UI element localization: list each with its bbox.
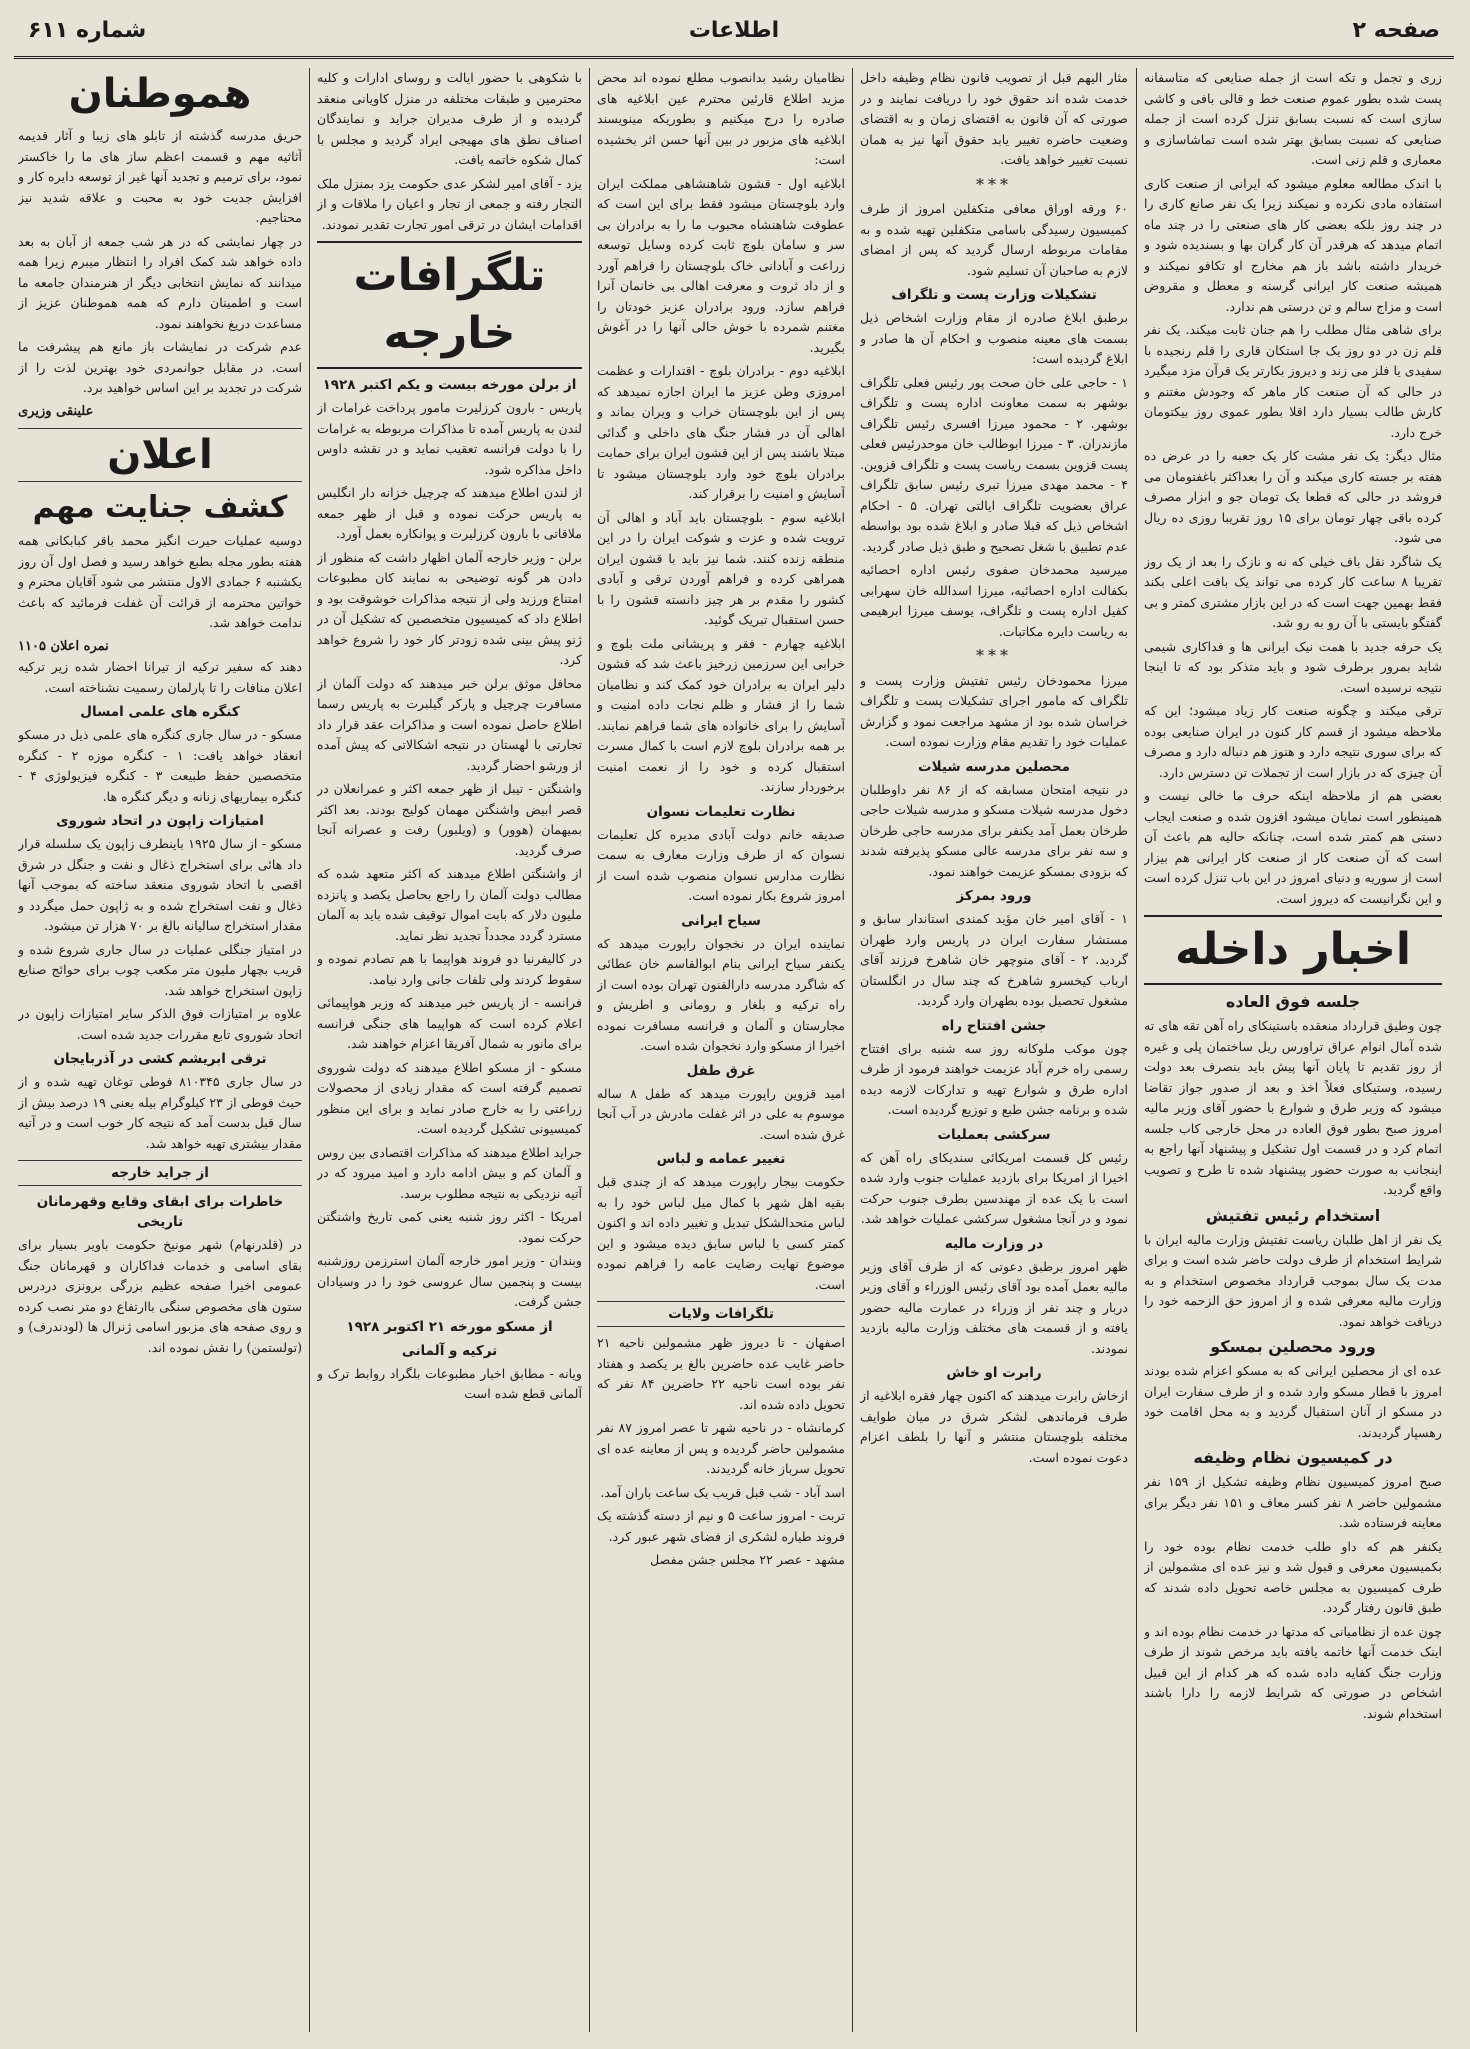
column-4 [317,68,582,2032]
article-paragraph: کرمانشاه - در ناحیه شهر تا عصر امروز ۸۷ نفر مشمولین حاضر گردیده و پس از معاینه عده ای تحویل سرباز خانه گردیدند. [597,1420,845,1476]
article-paragraph: چون موکب ملوکانه روز سه شنبه برای افتتاح رسمی راه خرم آباد عزیمت خواهند فرمود از طرف اداره طرق و شوارع تهیه و تدارکات لازمه دیده شده و برنامه جشن طبع و توزیع گردیده است. [860,1040,1128,1117]
article-heading: در کمیسیون نظام وظیفه [1193,1448,1393,1467]
article-heading: جشن افتتاح راه [941,1017,1047,1034]
article-paragraph: یک شاگرد نقل باف خیلی که نه و نازک را بعد از یک روز تقریبا ۸ ساعت کار کرده می تواند یک بافت اعلی بکند فقط بهمین جهت است که در این بازار مشتری کمتر و بی گفتگو بایستی با آن رو به رو شد. [1144,553,1442,630]
section-heading-foreign-press: از جراید خارجه [18,1160,302,1186]
article-paragraph: ۱ - آقای امیر خان مؤید کمندی استاندار سابق و مستشار سفارت ایران در پاریس وارد طهران گردید. ۲ - آقای منوچهر خان شاهرخ فرزند آقای ارباب کیخسرو شاهرخ که چند سال در انگلستان مشغول تحصیل بوده بطهران وارد گردید. [860,911,1128,1008]
article-heading: تشکیلات وزارت پست و تلگراف [891,287,1097,303]
article-paragraph: امریکا - اکثر روز شنبه یعنی کمی تاریخ واشنگتن حرکت نمود. [317,1209,582,1245]
article-paragraph: یک حرفه جدید با همت نیک ایرانی ها و فداکاری شیمی شاید بمرور برطرف شود و باید متذکر بود که تا اینجا نتیجه نرسیده است. [1144,638,1442,695]
article-heading: سیاح ایرانی [681,912,761,929]
article-paragraph: ۶۰ ورقه اوراق معافی متکفلین امروز از طرف کمیسیون رسیدگی باسامی متکفلین تهیه شده و به مقامات مربوطه ارسال گردید که پس از امضای لازم به صاحبان آن تسلیم شود. [860,201,1128,278]
article-paragraph: اصفهان - تا دیروز ظهر مشمولین ناحیه ۲۱ حاضر غایب عده حاضرین بالغ بر یکصد و هفتاد نفر بوده است ناحیه ۲۲ حاضرین ۸۴ نفر که تحویل داده شده اند. [597,1335,845,1412]
article-paragraph: رئیس کل قسمت امریکائی سندیکای راه آهن که اخیرا از امریکا برای بازدید عملیات جنوب وارد شده است با یک عده از مهندسین بطرف جنوب حرکت نمود و در آنجا مشغول سرکشی عملیات خواهد شد. [860,1149,1128,1226]
article-heading: از مسکو مورخه ۲۱ اکتوبر ۱۹۲۸ [346,1318,553,1335]
article-paragraph: زری و تجمل و تکه است از جمله صنایعی که متاسفانه پست شده بطور عموم صنعت خط و قالی بافی و کاشی سازی است که نسبت بسابق تنزل کرده است از جمله صنایعی که نسبت بسابق بهتر شده است تماشاسازی و معماری و قلم زنی است. [1144,70,1442,167]
article-paragraph: اسد آباد - شب قبل قریب یک ساعت باران آمد. [600,1484,845,1500]
article-paragraph: میرسید محمدخان صفوی رئیس اداره احصائیه بکفالت اداره احصائیه، میرزا اسدالله خان سهرابی کفیل اداره پست و تلگراف، یوسف میرزا ابرهیمی به ریاست دایره مکاتبات. [860,562,1128,639]
article-heading: محصلین مدرسه شیلات [918,758,1070,775]
issue-label: شماره ۶۱۱ [28,18,147,43]
article-heading: سرکشی بعملیات [937,1126,1051,1143]
article-paragraph: در (قلدرنهام) شهر مونیخ حکومت باویر بسیار برای بقای اسامی و خدمات فداکاران و قهرمانان جنگ عمومی اخیرا صفحه عظیم بزرگی برونزی دردرس ستون های مخصوص سنگی باارتفاع دو متر نصب کرده و روی صفحه های مزبور اسامی ژنرال ها (لودندرف) و (تولستمن) را نقش نموده اند. [18,1237,302,1355]
article-paragraph: صدیقه خانم دولت آبادی مدیره کل تعلیمات نسوان که از طرف وزارت معارف به سمت نظارت مدارس نسوان منصوب شده است از امروز شروع بکار نموده است. [597,826,845,903]
article-heading: غرق طفل [686,1062,756,1079]
article-paragraph: نماینده ایران در نخجوان راپورت میدهد که یکنفر سیاح ایرانی بنام ابوالقاسم خان عطائی که شاگرد مدرسه دارالفنون تهران بوده است از راه ترکیه و بلغار و رومانی و اطریش و مجارستان و آلمان و فرانسه مسافرت نموده اخیرا از مسکو وارد نخجوان شده است. [597,935,845,1053]
column-1 [1144,68,1442,2032]
article-paragraph: در چهار نمایشی که در هر شب جمعه از آبان به بعد داده خواهد شد کمک افراد را انتظار میبرم زیرا همه میدانند که نمایش انتخابی دیگر از هنرمندان جامعه ما است و اطمینان دارم که همه هموطنان عزیز از مساعدت دریغ نخواهند نمود. [18,233,302,331]
article-paragraph: در نتیجه امتحان مسابقه که از ۸۶ نفر داوطلبان دخول مدرسه شیلات مسکو و مدرسه شیلات حاجی طرخان بعمل آمد یکنفر برای مدرسه حاجی طرخان و سه نفر برای مدرسه عالی مسکو پذیرفته شدند که بزودی بمسکو عزیمت خواهند نمود. [860,781,1128,879]
article-paragraph: برلن - وزیر خارجه آلمان اظهار داشت که منظور از دادن هر گونه توضیحی به نمایند کان مطبوعات امتناع ورزید ولی از نتیجه مذاکرات خوشوقت بود و اطلاع داد که کمیسیون متخصصین که تشکیل آن در ژنو پیش بینی شده زودتر کار خود را شروع خواهد کرد. [317,549,582,667]
article-paragraph: دوسیه عملیات حیرت انگیز محمد باقر کبابکانی همه هفته بطور مجله بطبع خواهد رسید و فصل اول آن روز یکشنبه ۶ جمادی الاول منتشر می شود آقایان محترم و خواتین محترمه از قرائت آن غفلت فرمائید که باعث ندامت خواهد شد. [18,533,302,630]
column-rule [589,68,590,2032]
article-paragraph: نظامیان رشید بدانصوب مطلع نموده اند محض مزید اطلاع قارئین محترم عین ابلاغیه های صادره را درج میکنیم و بطوریکه مینویسند ابلاغیه های مزبور در بین آنها حسن اثر بخشیده است: [597,70,845,167]
article-heading: ورود بمرکز [956,888,1032,904]
article-paragraph: میرزا محمودخان رئیس تفتیش وزارت پست و تلگراف که مامور اجرای تشکیلات پست و تلگراف خراسان شده بود از مشهد مراجعت نمود و گزارش عملیات خود را تقدیم مقام وزارت نموده است. [860,672,1128,749]
article-paragraph: جراید اطلاع میدهند که مذاکرات اقتصادی بین روس و آلمان کم و بیش ادامه دارد و امید میرود که در آتیه نزدیکی به نتیجه مطلوب برسد. [317,1144,582,1201]
section-heading-domestic-news: اخبار داخله [1144,915,1442,985]
article-paragraph: بعضی هم از ملاحظه اینکه حرف ما خالی نیست و همینطور است نمایان میشود افزون شده و صنعت ایجاب دستی هم کمتر شده است، چنانکه حالیه هم باعث آن است که آن صنعت کار از صنعت کار ایرانی هم بیزار است از سوریه و دنیای امروز در این باب تنزل کرده است و این نگرانیست که دیروز است. [1144,788,1442,906]
article-heading: تغییر عمامه و لباس [656,1151,786,1167]
article-paragraph: واشنگتن - تیبل از ظهر جمعه اکثر و عمرانعلان در قصر ابیض واشنگتن مهمان کولیج بودند. بعد اکثر بمیهمان (هوور) و (ویلبور) رفت و عصرانه آنجا صرف گردید. [317,781,582,858]
article-paragraph: ۱ - حاجی علی خان صحت پور رئیس فعلی تلگراف بوشهر به سمت معاونت اداره پست و تلگراف بوشهر. ۲ - محمود میرزا افسری رئیس تلگراف مازندران. ۳ - میرزا ابوطالب خان موحدرئیس فعلی پست قزوین بسمت ریاست پست و تلگراف قزوین. ۴ - محمد مهدی میرزا تبری رئیس سابق تلگراف عراق بعضویت تلگراف ایالتی تهران. ۵ - احکام اشخاص ذیل که قبلا صادر و ابلاغ شده بود بواسطه عدم تطبیق با شغل تصحیح و طبق ذیل صادر گردید. [860,374,1128,554]
article-paragraph: برطبق ابلاغ صادره از مقام وزارت اشخاص ذیل بسمت های معینه منصوب و احکام آن ها صادر و ابلاغ گردیده است: [860,310,1128,366]
page-label: صفحه ۲ [1352,18,1440,43]
article-paragraph: ابلاغیه سوم - بلوچستان باید آباد و اهالی آن ترویت شده و عزت و شوکت ایران را در این منطقه زنده کنند. شما نیز باید با قشون ایران همراهی کرده و فراهم آوردن ترقی و آبادی کشور را مقدم بر هر چیز دانسته قشون را با حسن استقبال تبریک گوئید. [597,509,845,627]
column-2 [860,68,1128,2032]
article-paragraph: عده ای از محصلین ایرانی که به مسکو اعزام شده بودند امروز با قطار مسکو وارد شده و از طرف سفارت ایران در مسکو از آنان استقبال گردید و به محل اقامت خود رهسپار گردیدند. [1144,1363,1442,1440]
article-paragraph: یزد - آقای امیر لشکر عدی حکومت یزد بمنزل ملک التجار رفته و جمعی از تجار و اعیان را ملاقات و از اقدامات ایشان در ترقی امور تجارت تقدیر نمودند. [317,175,582,232]
column-5 [18,68,302,2032]
article-heading: در وزارت مالیه [944,1235,1044,1252]
article-heading: نظارت تعلیمات نسوان [646,803,796,820]
article-paragraph: عدم شرکت در نمایشات باز مانع هم پیشرفت ما است. در مقابل جوانمردی خود بهترین لذت را از شرکت در تجدید بر این اساس خواهید برد. [18,339,302,395]
column-3 [597,68,845,2032]
article-heading: ورود محصلین بمسکو [1210,1337,1376,1356]
article-paragraph: مسکو - از مسکو اطلاع میدهند که دولت شوروی تصمیم گرفته است که مقدار زیادی از محصولات زراعتی را به خارج صادر نماید و برای این منظور کمیسیونی تشکیل گردیده است. [317,1059,582,1136]
masthead [14,10,1454,59]
newspaper-name: اطلاعات [688,18,780,43]
article-heading: تلگرافات ولایات [597,1301,845,1327]
article-heading: ترقی ابریشم کشی در آذربایجان [53,1051,267,1067]
column-rule [309,68,310,2032]
article-paragraph: ازخاش رابرت میدهند که اکنون چهار فقره ابلاغیه از طرف فرماندهی لشکر شرق در میان طوایف مختلفه بلوچستان منتشر و آنها را بلطف اعزام دعوت نموده است. [860,1388,1128,1465]
article-paragraph: مسکو - از سال ۱۹۲۵ باینطرف زاپون یک سلسله قرار داد هائی برای استخراج ذغال و نفت و جنگل در شرق اقصی با اتحاد شوروی منعقد ساخته که بموجب آنها ذغال و نفت استخراج شده و به ژاپون حمل میگردد و مقدار استخراج سالیانه بالغ بر ۷۰ هزار تن میشود. [18,836,302,933]
article-paragraph: علاوه بر امتیازات فوق الذکر سایر امتیازات زاپون در اتحاد شوروی تابع مقررات جدید شده است. [18,1006,302,1042]
article-paragraph: ترقی میکند و چگونه صنعت کار زیاد میشود؛ این که ملاحظه میشود از قسم کار کنون در ایران صنایعی بوده که برای سوری نتیجه دارد و هنوز هم دنباله دارد و مصرف آن چیزی که در بازار است از تجملات تن دسترس دارد. [1144,703,1442,780]
article-paragraph: در امتیاز جنگلی عملیات در سال جاری شروع شده و قریب بچهار ملیون متر مکعب چوب برای حوائج صنایع زاپون استخراج خواهد شد. [18,941,302,998]
article-paragraph: دهند که سفیر ترکیه از تیرانا احضار شده زیر ترکیه اعلان منافات را تا پارلمان رسمیت نشناخته است. [18,659,302,695]
article-paragraph: یکنفر هم که داو طلب خدمت نظام بوده خود را بکمیسیون معرفی و قبول شد و نیز عده ای مشمولین از طرف کمیسیون به مجلس خاصه تحویل داده شدند که طبق قانون رفتار گردد. [1144,1538,1442,1615]
article-heading: امتیازات زاپون در اتحاد شوروی [56,813,264,829]
article-paragraph: ابلاغیه دوم - برادران بلوچ - اقتدارات و عظمت امروزی وطن عزیز ما ایران اجازه نمیدهد که پس از این بلوچستان خراب و ویران بماند و اهالی آن در فشار جنگ های داخلی و گدائی مبتلا باشند پس از این قشون ایران برای حمایت برادران بلوچ خود وارد بلوچستان میشود تا آسایش و امنیت را برقرار کند. [597,363,845,501]
author-signature: علینقی وزیری [18,403,94,419]
article-paragraph: در سال جاری ۸۱۰۳۴۵ فوطی توغان تهیه شده و از حیث فوطی از ۲۳ کیلوگرام بیله یعنی ۱۹ درصد بیش از سال قبل بدست آمد که نتیجه کار خوب است و در آتیه مقدار بیشتری تهیه خواهد شد. [18,1074,302,1151]
article-heading: خاطرات برای ابقای وقایع وقهرمانان تاریخی [36,1194,284,1230]
article-paragraph: ویانه - مطابق اخبار مطبوعات بلگراد روابط ترک و آلمانی قطع شده است [317,1365,582,1401]
article-paragraph: چون عده از نظامیانی که مدتها در خدمت نظام بوده اند و اینک خدمت آنها خاتمه یافته باید مرخص شوند از طرف وزارت جنگ کفایه داده شده که هر کدام از این قبیل اشخاص در صورتی که شرایط لازمه را دارا باشند استخدام شوند. [1144,1623,1442,1721]
article-paragraph: تربت - امروز ساعت ۵ و نیم از دسته گذشته یک فروند طیاره لشکری از فضای شهر عبور کرد. [597,1508,845,1544]
article-paragraph: مثال دیگر: یک نفر مشت کار یک جعبه را در عرض ده هفته بر جسته کاری میکند و آن را بعداکثر باغفتومان می فروشد در حالی که قطعا یک تومان جو و ابزار مصرف کرده باقی چهار تومان برای ۱۵ روز تقریبا روزی ده ریال می شود. [1144,448,1442,545]
article-paragraph: فرانسه - از پاریس خبر میدهند که وزیر هواپیمائی اعلام کرده است که هواپیما های جنگی فرانسه برای مانور به شمال آفریقا اعزام خواهند شد. [317,995,582,1051]
article-paragraph: ابلاغیه اول - قشون شاهنشاهی مملکت ایران وارد بلوچستان میشود فقط برای این است که عطوفت شاهنشاه محبوب ما را به برادران بی سر و سامان بلوچ ثابت کرده وسایل توسعه زراعت و آبادانی خاک بلوچستان را فراهم آورد و از داد ثروت و معرفت اهالی بی خانمان آنرا فراهم سازد. ورود برادران عزیز خودتان را مغتنم شمرده با خوش حالی آنها را در آغوش بگیرید. [597,175,845,355]
column-rule [852,68,853,2032]
article-paragraph: امید قزوین راپورت میدهد که طفل ۸ ساله موسوم به علی در اثر غفلت مادرش در آب آنجا غرق شده است. [597,1085,845,1142]
article-heading: از برلن مورخه بیست و یکم اکتبر ۱۹۲۸ [322,377,577,393]
article-heading: جلسه فوق العاده [1225,992,1361,1011]
article-heading: استخدام رئیس تفتیش [1205,1205,1381,1225]
article-paragraph: وبندان - وزیر امور خارجه آلمان استرزمن روزشنبه بیست و پنجمین سال عروسی خود را در وسیادان جشن گرفت. [317,1253,582,1309]
article-paragraph: محافل موثق برلن خبر میدهند که دولت آلمان از مسافرت چرچیل و پارکر گیلبرت به پاریس رسما اطلاع حاصل نموده است و مذاکرات عقد قرار داد تجارتی با لهستان در نتیجه اشکالاتی که پیش آمده از ورشو احضار گردید. [317,675,582,773]
article-paragraph: مثار الیهم قبل از تصویب قانون نظام وظیفه داخل خدمت شده اند حقوق خود را دریافت نمایند و در صورتی که آن قانون به اقتضای زمان و به اقتضای وضعیت حاضره تغییر یابد حقوق آنها نیز به همان نسبت تغییر خواهد یافت. [860,70,1128,167]
article-paragraph: یک نفر از اهل طلبان ریاست تفتیش وزارت ماليه ایران با شرایط استخدام از طرف دولت حاضر شده است و برای مدت یک سال بموجب قرارداد مخصوص استخدام و به وزارت مالیه معرفی شده و از امروز حق الزحمه خود را دریافت خواهد نمود. [1144,1231,1442,1329]
separator: *** [976,646,1012,665]
article-heading: کنگره های علمی امسال [80,704,240,720]
article-paragraph: حکومت بیجار راپورت میدهد که از چندی قبل بقیه اهل شهر با کمال میل لباس خود را به لباس متحدالشکل تبدیل و تغییر داده اند و اکنون کمتر کسی با لباس سابق دیده میشود و این موضوع نهایت رضایت عامه را فراهم نموده است. [597,1174,845,1292]
article-paragraph: با شکوهی با حضور ایالت و روسای ادارات و کلیه محترمین و طبقات مختلفه در منزل کاویانی منعقد گردیده و از طرف مدیران جراید و نمایندگان اصناف نطق های مهیجی ایراد گردید و مجلس با کمال شکوه خاتمه یافت. [317,70,582,167]
article-paragraph: ابلاغیه چهارم - فقر و پریشانی ملت بلوچ و خرابی این سرزمین زرخیز باعث شد که قشون دلیر ایران به برادران خود کمک کند و نظامیان شما را از فشار و ظلم نجات داده امنیت و آسایش را برای خانواده های شما فراهم نمایند. بر همه برادران بلوچ لازم است با کمال مسرت استقبال کرده و خود را از نعمت امنیت برخوردار سازند. [597,635,845,794]
article-paragraph: در کالیفرنیا دو فروند هواپیما با هم تصادم نموده و سقوط کردند ولی تلفات جانی وارد نیامد. [317,951,582,987]
article-paragraph: از واشنگتن اطلاع میدهند که اکثر متعهد شده که مطالب دولت آلمان را راجع بحاصل یکصد و پانزده ملیون دلار که بابت اموال توقیف شده باید به آلمان مسترد گردد مجدداً تجدید نظر نماید. [317,866,582,943]
article-paragraph: مسکو - در سال جاری کنگره های علمی ذیل در مسکو انعقاد خواهد یافت: ۱ - کنگره موزه ۲ - کنگره متخصصین حفظ طبیعت ۳ - کنگره فیزیولوژی ۴ - کنگره بیماریهای زنانه و دیگر کنگره ها. [18,727,302,804]
notice-title: کشف جنایت مهم [32,490,288,525]
article-paragraph: چون وطیق قرارداد منعقده باستینکای راه آهن تقه های ته شده آمال انوام عراق تراورس ریل ساختمان پلی و غیره از روز تقدیم تا پایان آنها پیش باید بنصرف بعد دولت رسیده، وستیکای فعلاً اخذ و بعد از صدور جواز تقاضا میشود که وزیر طرق و شوارع با حضور آقای وزیر مالیه امروز صبح بطور فوق العاده در محل خارجی کاب جلسه اتمام کرد و در قسمت اول تشکیل و پیشنهاد آنها راجع به اینجانب به صورت حضور پیشنهاد شده تا طرح و تصویب واقع گردید. [1144,1018,1442,1197]
section-heading-notice: اعلان [18,428,302,482]
article-paragraph: مشهد - عصر ۲۲ مجلس جشن مفصل [650,1552,845,1567]
separator: *** [976,174,1012,194]
article-paragraph: برای شاهی مثال مطلب را هم جنان ثابت میکند. یک نفر قلم زن در دو روز یک جا استکان قاری را قلم رنجیده با سفیدی یا فلز می زند و دیروز بکارتر یک قرآن مزد میگیرد در حالی که آن صنعت کار ماهر که وجودش مغتنم و کارش طالب بسیار دارد اقلا بطور عموی روز بیکتومان خرج دارد. [1144,322,1442,440]
notice-number: نمره اعلان ۱۱۰۵ [18,638,109,654]
article-paragraph: ظهر امروز برطبق دعوتی که از طرف آقای وزیر مالیه بعمل آمده بود آقای رئیس الوزراء و آقای وزیر دربار و چند نفر از وزراء در عمارت مالیه حضور یافته و از قسمت های مختلف وزارت مالیه بازدید نمودند. [860,1258,1128,1356]
article-paragraph: صبح امروز کمیسیون نظام وظیفه تشکیل از ۱۵۹ نفر مشمولین حاضر ۸ نفر کسر معاف و ۱۵۱ نفر دیگر برای معاینه فرستاده شد. [1144,1474,1442,1530]
article-paragraph: پاریس - بارون کرزلیرت مامور پرداخت غرامات از لندن به پاریس آمده تا مذاکرات مربوطه به غرامات را با دولت فرانسه تعقیب نماید و در نقشه داوس داخل مذاکره شود. [317,400,582,477]
section-heading-compatriots: هموطنان [68,71,252,117]
article-paragraph: با اندک مطالعه معلوم میشود که ایرانی از صنعت کاری استفاده مادی نکرده و نمیکند زیرا یک نفر صانع کاری را در چند روز بلکه بعضی کار های صنعتی را در چند ماه اتمام میدهد که هرقدر آن کار گران بها و بسندیده شود و خریدار داشته باشد باز هم مخارج او تکافو نمیکند و همیشه صنعت کار ایرانی گرسنه و معطل و مقروض است و مزاج سالم و تن درستی هم ندارد. [1144,175,1442,314]
section-heading-foreign-telegrams: تلگرافات خارجه [317,241,582,369]
column-rule [1136,68,1137,2032]
article-paragraph: از لندن اطلاع میدهند که چرچیل خزانه دار انگلیس به پاریس حرکت نموده و قبل از ظهر جمعه ملاقاتی با بارون کرزلیرت و پوانکاره بعمل آورد. [317,485,582,541]
article-paragraph: حریق مدرسه گذشته از تابلو های زیبا و آثار قدیمه آثاثیه مهم و قسمت اعظم ساز های ما را خاکستر نمود، برای ترمیم و تجدید آنها غیر از توسعه دایره کار و افزایش جدیت خود به محبت و علاقه شدید نیز محتاجیم. [18,128,302,225]
article-heading: رابرت او خاش [946,1365,1042,1381]
newspaper-page [14,10,1454,2040]
article-subheading: ترکیه و آلمانی [401,1342,498,1359]
